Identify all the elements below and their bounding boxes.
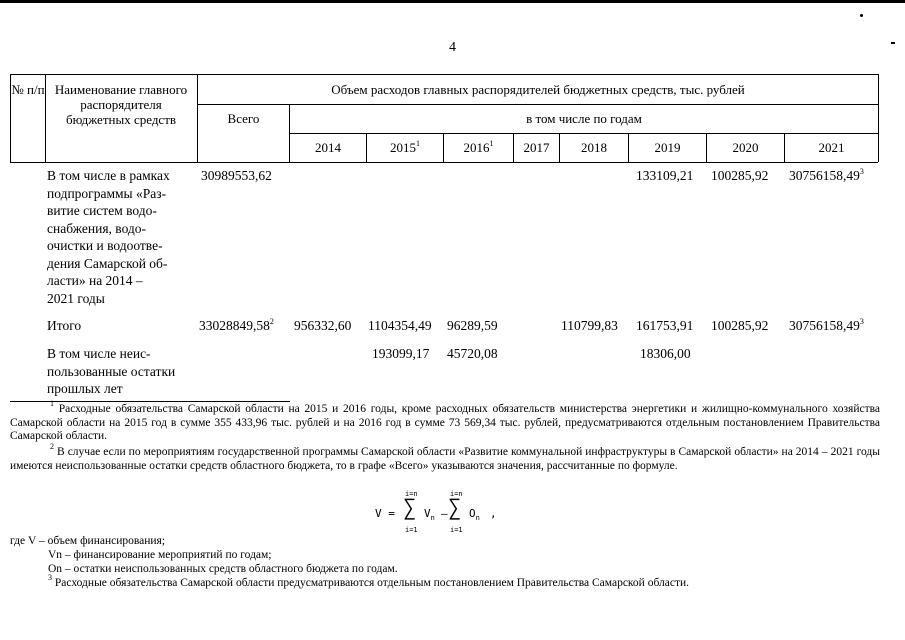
header-year: 2016$^1$	[463, 138, 494, 155]
header-total: Всего	[227, 111, 260, 126]
formula: V = i=n ∑ i=1 $V_n$ – i=n ∑ i=1 $O_n$ ,	[375, 490, 497, 534]
header-year: 2015$^1$	[390, 138, 420, 155]
footnote-1: $^1$ Расходные обязательства Самарской области на 2015 и 2016 годы, кроме расходных обязательств министерства энергетики и жилищно-коммунального хозяйства Самарской области на 2015 год в сумме 355 433,96 тыс. рублей и на 2016 год в сумме 73 569,34 тыс. рублей, предусматриваются отдельным постановлением Правительства Самарской области.	[10, 399, 881, 442]
cell-2016: 45720,08	[447, 346, 498, 361]
header-year: 2021	[818, 140, 845, 155]
cell-2014: 956332,60	[294, 318, 352, 333]
cell-2015: 1104354,49	[368, 318, 432, 333]
scan-speck	[891, 42, 895, 44]
footnote-3: $^3$ Расходные обязательства Самарской области предусматриваются отдельным постановлением Правительства Самарской области.	[48, 573, 690, 589]
cell-2019: 161753,91	[636, 318, 694, 333]
cell-2019: 133109,21	[636, 168, 694, 183]
formula-on-line: On – остатки неиспользованных средств областного бюджета по годам.	[48, 563, 398, 575]
header-number: № п/п	[11, 82, 45, 97]
header-distributor-name: Наименование главного распорядителя бюджетных средств	[54, 82, 188, 127]
cell-2019: 18306,00	[640, 346, 691, 361]
header-expense-volume: Объем расходов главных распорядителей бюджетных средств, тыс. рублей	[331, 82, 745, 97]
row-unused-balances-name: В том числе неис- пользованные остатки прошлых лет	[47, 346, 176, 396]
cell-2015: 193099,17	[372, 346, 430, 361]
formula-vn-line: Vn – финансирование мероприятий по годам;	[48, 549, 272, 561]
header-year: 2020	[732, 140, 759, 155]
scan-speck	[860, 14, 863, 17]
header-year: 2014	[315, 140, 341, 155]
top-border-line	[0, 0, 905, 3]
cell-2021: 30756158,49$^3$	[789, 166, 864, 183]
formula-where-line: где V – объем финансирования;	[10, 535, 166, 547]
cell-2016: 96289,59	[447, 318, 498, 333]
cell-2020: 100285,92	[711, 168, 769, 183]
row-total-name: Итого	[47, 318, 82, 333]
cell-2020: 100285,92	[711, 318, 769, 333]
header-by-years: в том числе по годам	[526, 111, 642, 126]
page-number: 4	[449, 40, 456, 55]
cell-total: 33028849,58$^2$	[199, 316, 274, 333]
cell-total: 30989553,62	[201, 168, 272, 183]
cell-2021: 30756158,49$^3$	[789, 316, 864, 333]
row-subprogram-name: В том числе в рамках подпрограммы «Раз- витие систем водо- снабжения, водо- очистки и водоотве- дения Самарской об- ласти» на 2014 – 2021 годы	[47, 168, 170, 306]
header-year: 2019	[654, 140, 681, 155]
header-year: 2017	[523, 140, 550, 155]
header-year: 2018	[581, 140, 607, 155]
cell-2018: 110799,83	[561, 318, 618, 333]
footnote-2: $^2$ В случае если по мероприятиям государственной программы Самарской области «Развитие коммунальной инфраструктуры в Самарской области» на 2014 – 2021 годы имеются неиспользованные остатки средств областного бюджета, то в графе «Всего» указываются значения, рассчитанные по формуле.	[10, 442, 881, 472]
